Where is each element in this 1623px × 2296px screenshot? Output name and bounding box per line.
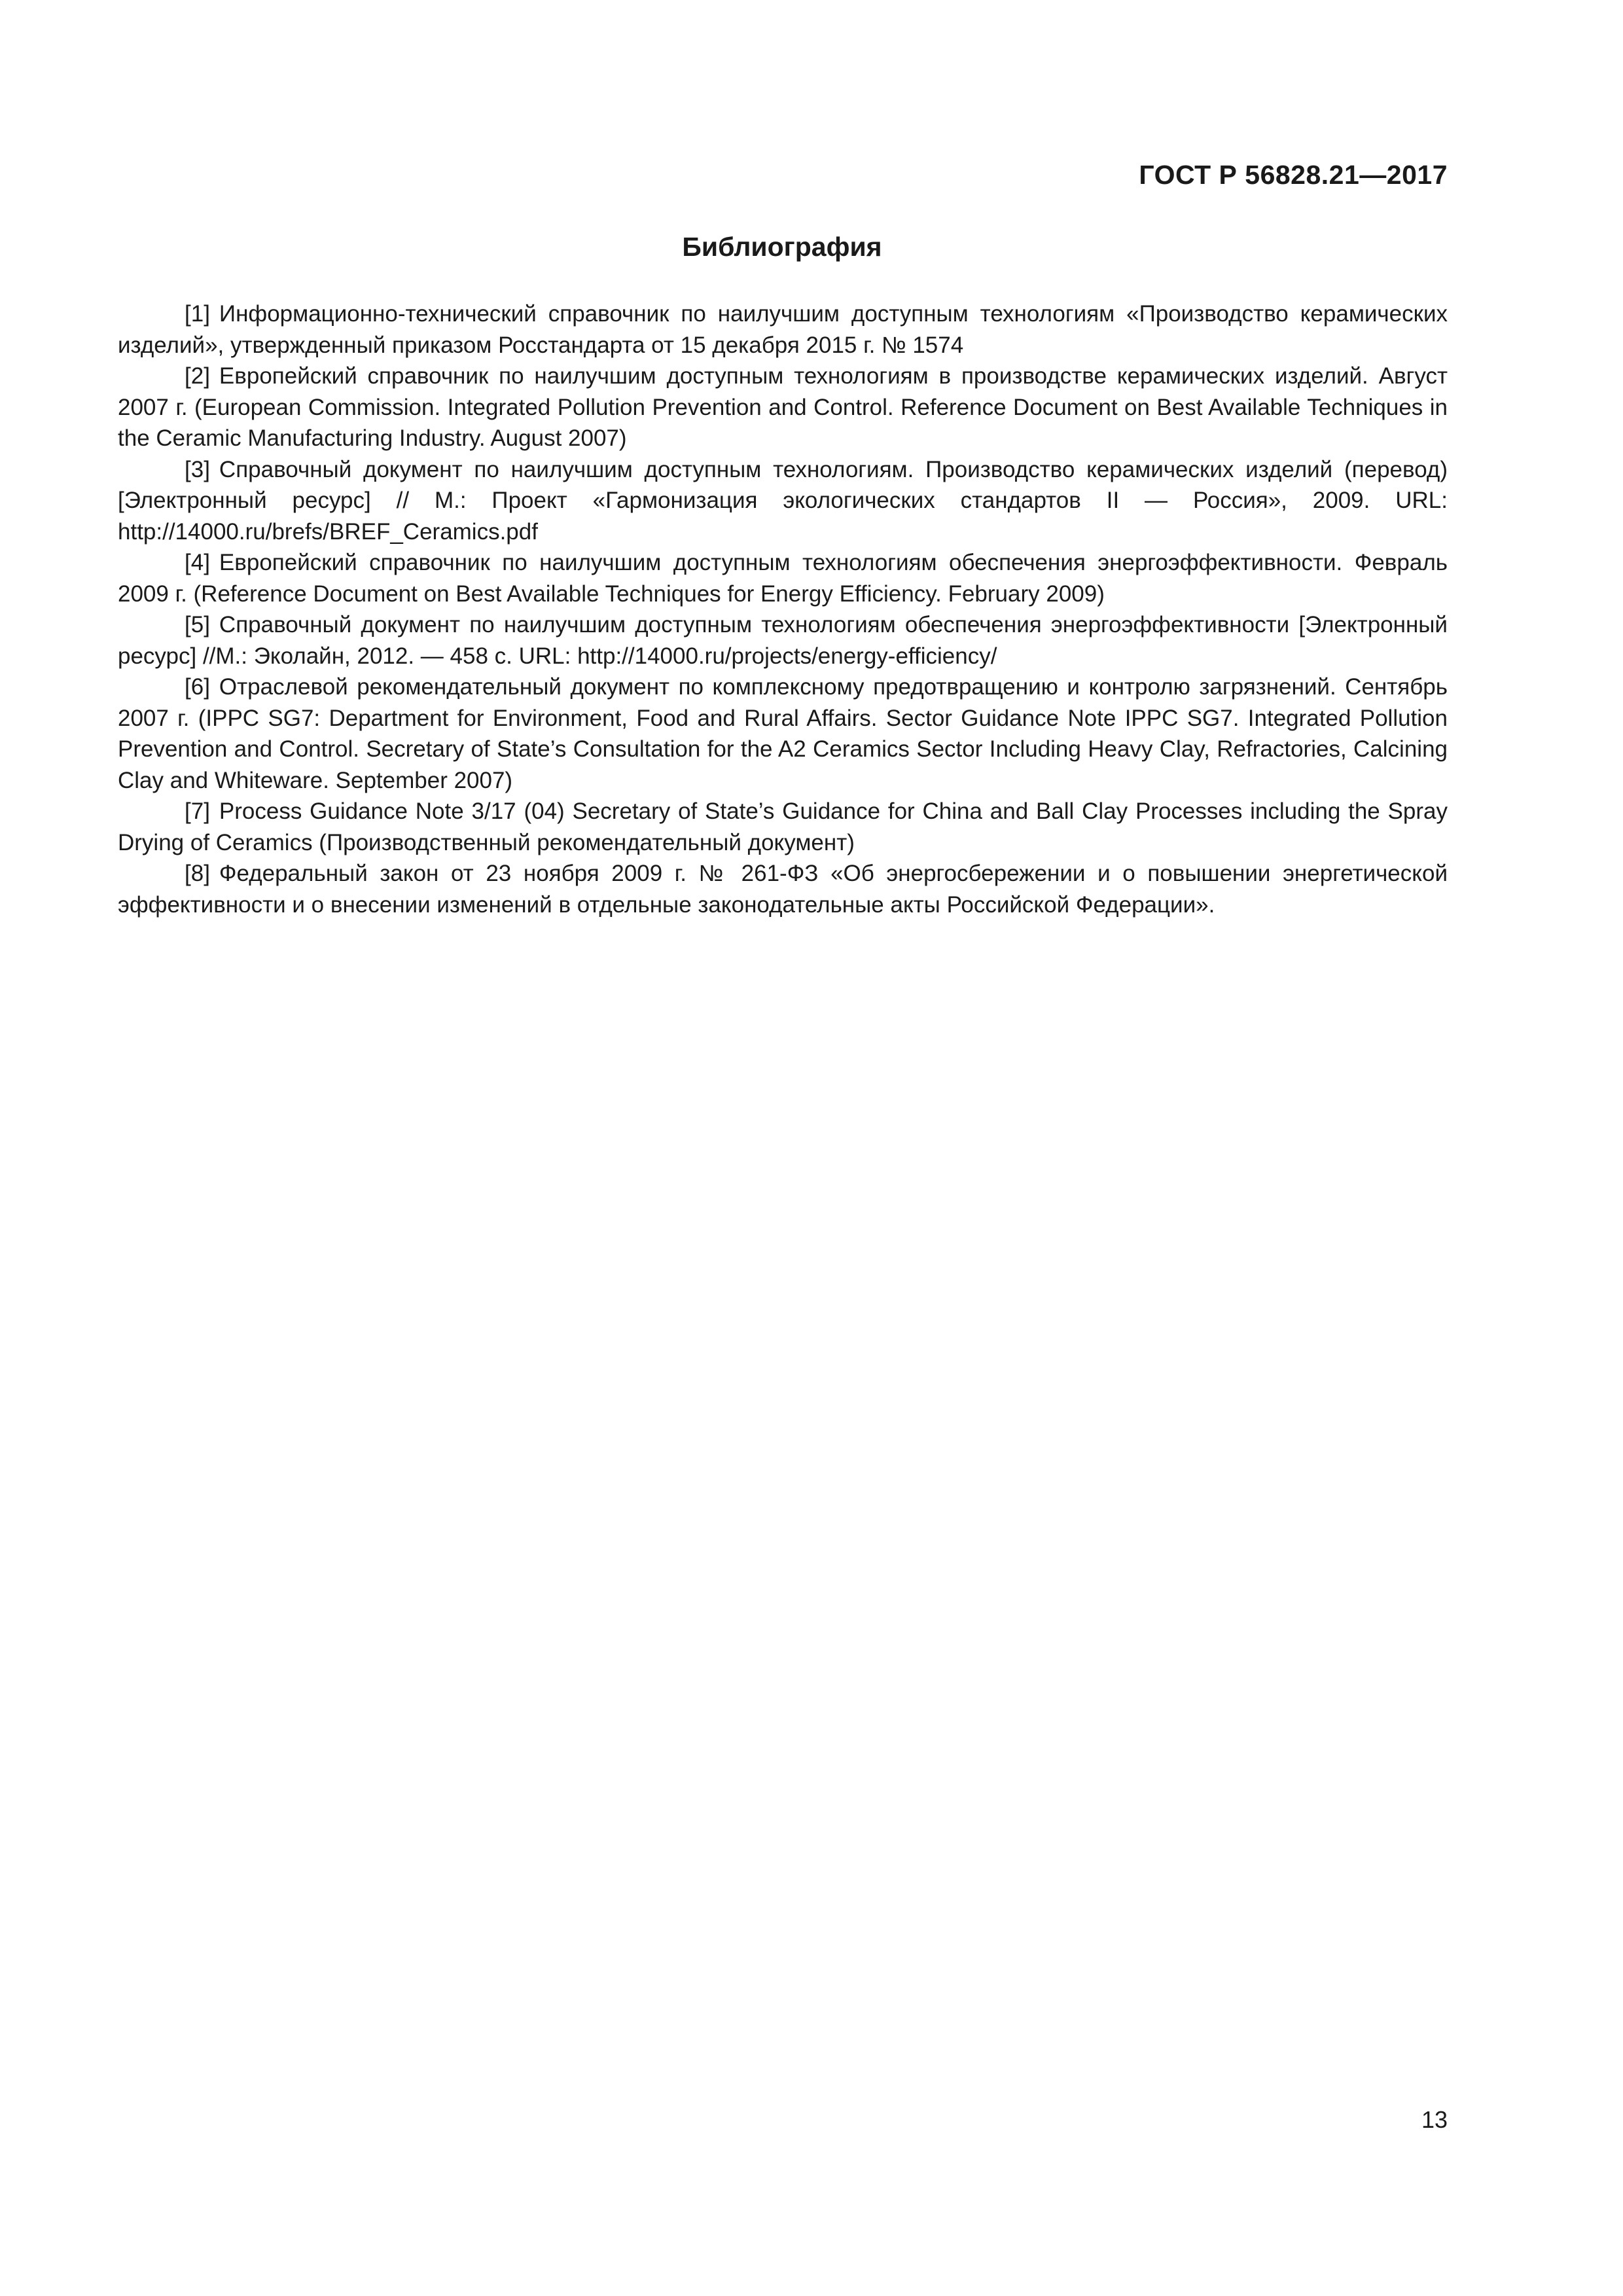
bibliography-entry (118, 796, 1448, 858)
entry-text: Отраслевой рекомендательный документ по комплексному предотвращению и контролю загрязнений. Сентябрь 2007 г. (IPPC SG7: Department for Environment, Food and Rural Affairs. Sector Guidance Note IPPC SG7. Integrated Pollution Prevention and Control. Secretary of State’s Consultation for the A2 Ceramics Sector Including Heavy Clay, Refractories, Calcining Clay and Whiteware. September 2007) (118, 674, 1448, 793)
entry-text: Федеральный закон от 23 ноября 2009 г. № 261-ФЗ «Об энергосбережении и о повышении энергетической эффективности и о внесении изменений в отдельные законодательные акты Российской Федерации». (118, 861, 1448, 918)
entry-text: Европейский справочник по наилучшим доступным технологиям обеспечения энергоэффективности. Февраль 2009 г. (Reference Document on Best Available Techniques for Energy Efficiency. February 2009) (118, 550, 1448, 607)
entry-text: Справочный документ по наилучшим доступным технологиям обеспечения энергоэффективности [Электронный ресурс] //М.: Эколайн, 2012. — 458 с. URL: http://14000.ru/projects/energy-efficiency/ (118, 612, 1448, 669)
bibliography-entry (118, 454, 1448, 548)
bibliography-entry (118, 298, 1448, 361)
entry-text: Информационно-технический справочник по наилучшим доступным технологиям «Производство керамических изделий», утвержденный приказом Росстандарта от 15 декабря 2015 г. № 1574 (118, 301, 1448, 358)
bibliography-entry (118, 858, 1448, 920)
entry-number: [8] (185, 861, 210, 886)
entry-number: [2] (185, 363, 210, 389)
bibliography-entry (118, 361, 1448, 454)
page-number: 13 (1421, 2106, 1448, 2133)
entry-number: [6] (185, 674, 210, 700)
section-title: Библиография (682, 232, 882, 262)
entry-number: [5] (185, 612, 210, 637)
entry-number: [1] (185, 301, 210, 327)
entry-number: [7] (185, 798, 210, 824)
entry-text: Process Guidance Note 3/17 (04) Secretary of State’s Guidance for China and Ball Clay Processes including the Spray Drying of Ceramics (Производственный рекомендательный документ) (118, 798, 1448, 855)
bibliography-list (118, 298, 1448, 920)
entry-number: [3] (185, 456, 210, 482)
document-code: ГОСТ Р 56828.21—2017 (1139, 160, 1448, 190)
bibliography-entry (118, 672, 1448, 796)
entry-text: Европейский справочник по наилучшим доступным технологиям в производстве керамических изделий. Август 2007 г. (European Commission. Integrated Pollution Prevention and Control. Reference Document on Best Available Techniques in the Ceramic Manufacturing Industry. August 2007) (118, 363, 1448, 451)
entry-number: [4] (185, 550, 210, 575)
entry-text: Справочный документ по наилучшим доступным технологиям. Производство керамических изделий (перевод) [Электронный ресурс] // М.: Проект «Гармонизация экологических стандартов II — Россия», 2009. URL: http://14000.ru/brefs/BREF_Ceramics.pdf (118, 456, 1448, 545)
bibliography-entry (118, 609, 1448, 672)
bibliography-entry (118, 547, 1448, 609)
